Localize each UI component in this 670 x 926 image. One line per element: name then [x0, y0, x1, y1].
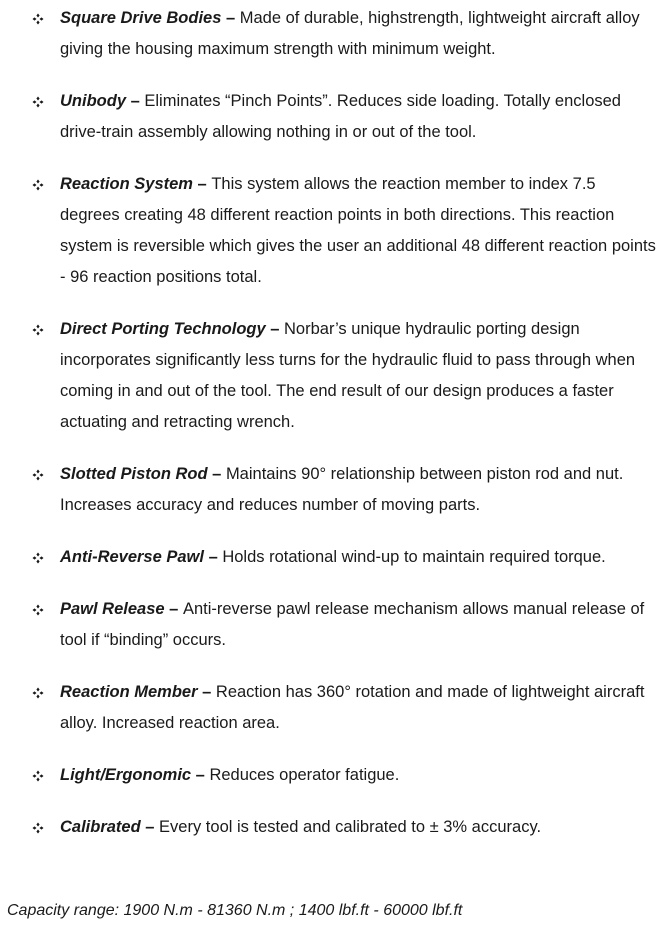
feature-list	[0, 3, 670, 864]
diamond-bullet-icon	[31, 459, 45, 490]
diamond-bullet-icon	[31, 677, 45, 708]
feature-item-calibrated	[0, 812, 670, 843]
capacity-range: Capacity range: 1900 N.m - 81360 N.m ; 1400 lbf.ft - 60000 lbf.ft	[7, 902, 463, 919]
feature-description: Reduces operator fatigue.	[209, 766, 400, 784]
feature-term: Anti-Reverse Pawl	[60, 548, 204, 566]
feature-description: This system allows the reaction member to index 7.5 degrees creating 48 different reaction points in both directions. This reaction system is reversible which gives the user an additional 48 different reaction points - 96 reaction positions total.	[60, 175, 656, 286]
feature-term: Reaction Member	[60, 683, 198, 701]
term-separator: –	[192, 175, 212, 193]
diamond-bullet-icon	[31, 314, 45, 345]
term-separator: –	[203, 548, 223, 566]
feature-item-square-drive-bodies	[0, 3, 670, 65]
term-separator: –	[207, 465, 226, 483]
term-separator: –	[164, 600, 183, 618]
feature-description: Every tool is tested and calibrated to ± 3% accuracy.	[159, 818, 542, 836]
term-separator: –	[191, 766, 210, 784]
diamond-bullet-icon	[31, 594, 45, 625]
feature-description: Made of durable, highstrength, lightweight aircraft alloy giving the housing maximum strength with minimum weight.	[60, 9, 640, 58]
feature-term: Direct Porting Technology	[60, 320, 266, 338]
feature-term: Unibody	[60, 92, 126, 110]
diamond-bullet-icon	[31, 3, 45, 34]
feature-term: Light/Ergonomic	[60, 766, 192, 784]
feature-term: Square Drive Bodies	[60, 9, 222, 27]
feature-description: Eliminates “Pinch Points”. Reduces side loading. Totally enclosed drive-train assembly allowing nothing in or out of the tool.	[60, 92, 621, 141]
feature-item-direct-porting-technology	[0, 314, 670, 438]
feature-item-pawl-release	[0, 594, 670, 656]
diamond-bullet-icon	[31, 812, 45, 843]
diamond-bullet-icon	[31, 86, 45, 117]
diamond-bullet-icon	[31, 542, 45, 573]
feature-description: Norbar’s unique hydraulic porting design incorporates significantly less turns for the hydraulic fluid to pass through when coming in and out of the tool. The end result of our design produces a faster actuating and retracting wrench.	[60, 320, 636, 431]
feature-term: Slotted Piston Rod	[60, 465, 208, 483]
feature-item-reaction-system	[0, 169, 670, 293]
diamond-bullet-icon	[31, 760, 45, 791]
term-separator: –	[197, 683, 216, 701]
feature-item-light-ergonomic	[0, 760, 670, 791]
feature-item-reaction-member	[0, 677, 670, 739]
feature-item-slotted-piston-rod	[0, 459, 670, 521]
feature-item-unibody	[0, 86, 670, 148]
term-separator: –	[140, 818, 160, 836]
feature-description: Anti-reverse pawl release mechanism allows manual release of tool if “binding” occurs.	[60, 600, 645, 649]
feature-description: Reaction has 360° rotation and made of lightweight aircraft alloy. Increased reaction area.	[60, 683, 645, 732]
term-separator: –	[126, 92, 145, 110]
feature-item-anti-reverse-pawl	[0, 542, 670, 573]
feature-description: Maintains 90° relationship between piston rod and nut. Increases accuracy and reduces number of moving parts.	[60, 465, 624, 514]
diamond-bullet-icon	[31, 169, 45, 200]
term-separator: –	[265, 320, 285, 338]
feature-term: Reaction System	[60, 175, 193, 193]
feature-term: Pawl Release	[60, 600, 165, 618]
term-separator: –	[221, 9, 240, 27]
feature-description: Holds rotational wind-up to maintain required torque.	[222, 548, 606, 566]
feature-term: Calibrated	[60, 818, 141, 836]
